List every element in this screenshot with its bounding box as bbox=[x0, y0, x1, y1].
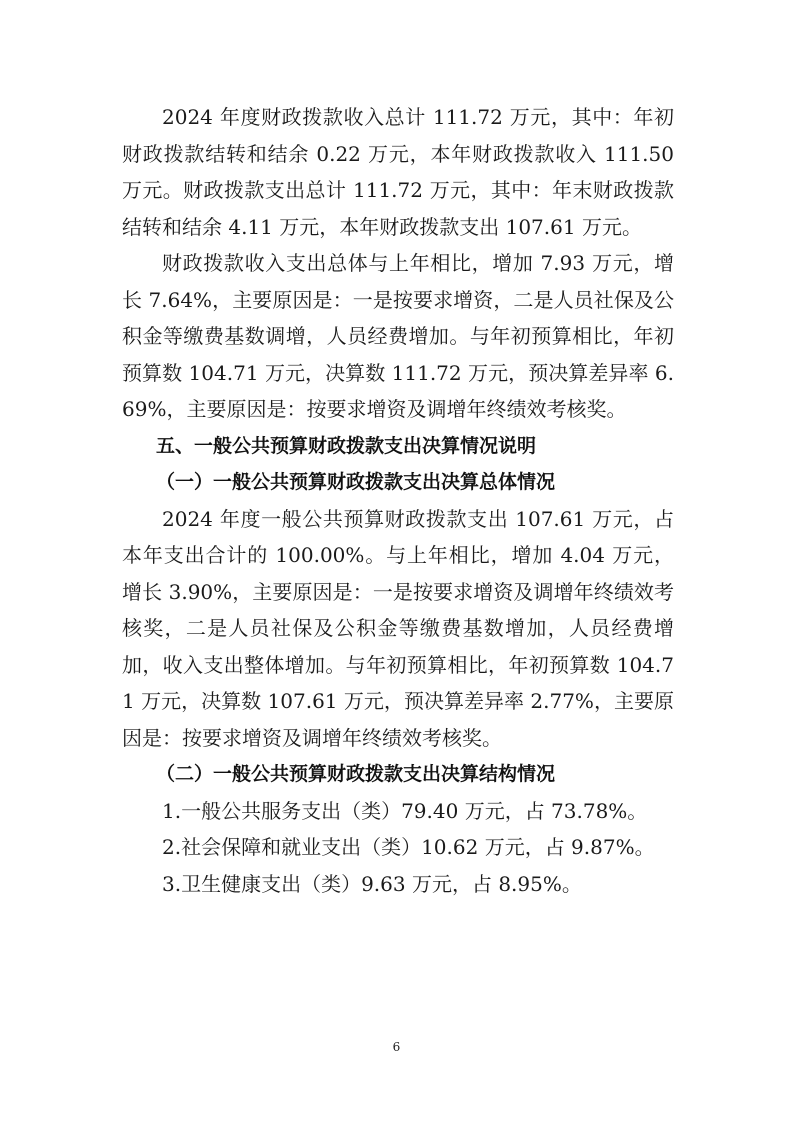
list-item-health: 3.卫生健康支出（类）9.63 万元，占 8.95%。 bbox=[162, 871, 582, 896]
subsection-heading-structure: （二）一般公共预算财政拨款支出决算结构情况 bbox=[156, 763, 556, 785]
page-number: 6 bbox=[392, 1040, 401, 1054]
paragraph-revenue-total: 2024 年度财政拨款收入总计 111.72 万元，其中：年初财政拨款结转和结余 0.22 万元，本年财政拨款收入 111.50 万元。财政拨款支出总计 111.72 万元，其中：年末财政拨款结转和结余 4.11 万元，本年财政拨款支出 107.61 万元。 bbox=[122, 105, 674, 239]
paragraph-year-comparison: 财政拨款收入支出总体与上年相比，增加 7.93 万元，增长 7.64%，主要原因是：一是按要求增资，二是人员社保及公积金等缴费基数调增，人员经费增加。与年初预算相比，年初预算数 104.71 万元，决算数 111.72 万元，预决算差异率 6.69%，主要原因是：按要求增资及调增年终绩效考核奖。 bbox=[122, 251, 674, 421]
section-heading-five: 五、一般公共预算财政拨款支出决算情况说明 bbox=[156, 434, 537, 457]
list-item-social-security: 2.社会保障和就业支出（类）10.62 万元，占 9.87%。 bbox=[162, 835, 655, 859]
paragraph-general-budget-overall: 2024 年度一般公共预算财政拨款支出 107.61 万元，占本年支出合计的 100.00%。与上年相比，增加 4.04 万元，增长 3.90%，主要原因是：一是按要求增资及调增年终绩效考核奖，二是人员社保及公积金等缴费基数增加，人员经费增加，收入支出整体增加。与年初预算相比，年初预算数 104.71 万元，决算数 107.61 万元，预决算差异率 2.77%，主要原因是：按要求增资及调增年终绩效考核奖。 bbox=[122, 506, 674, 750]
document-body bbox=[122, 99, 674, 902]
subsection-heading-overall: （一）一般公共预算财政拨款支出决算总体情况 bbox=[156, 471, 556, 493]
list-item-public-services: 1.一般公共服务支出（类）79.40 万元，占 73.78%。 bbox=[162, 798, 648, 823]
